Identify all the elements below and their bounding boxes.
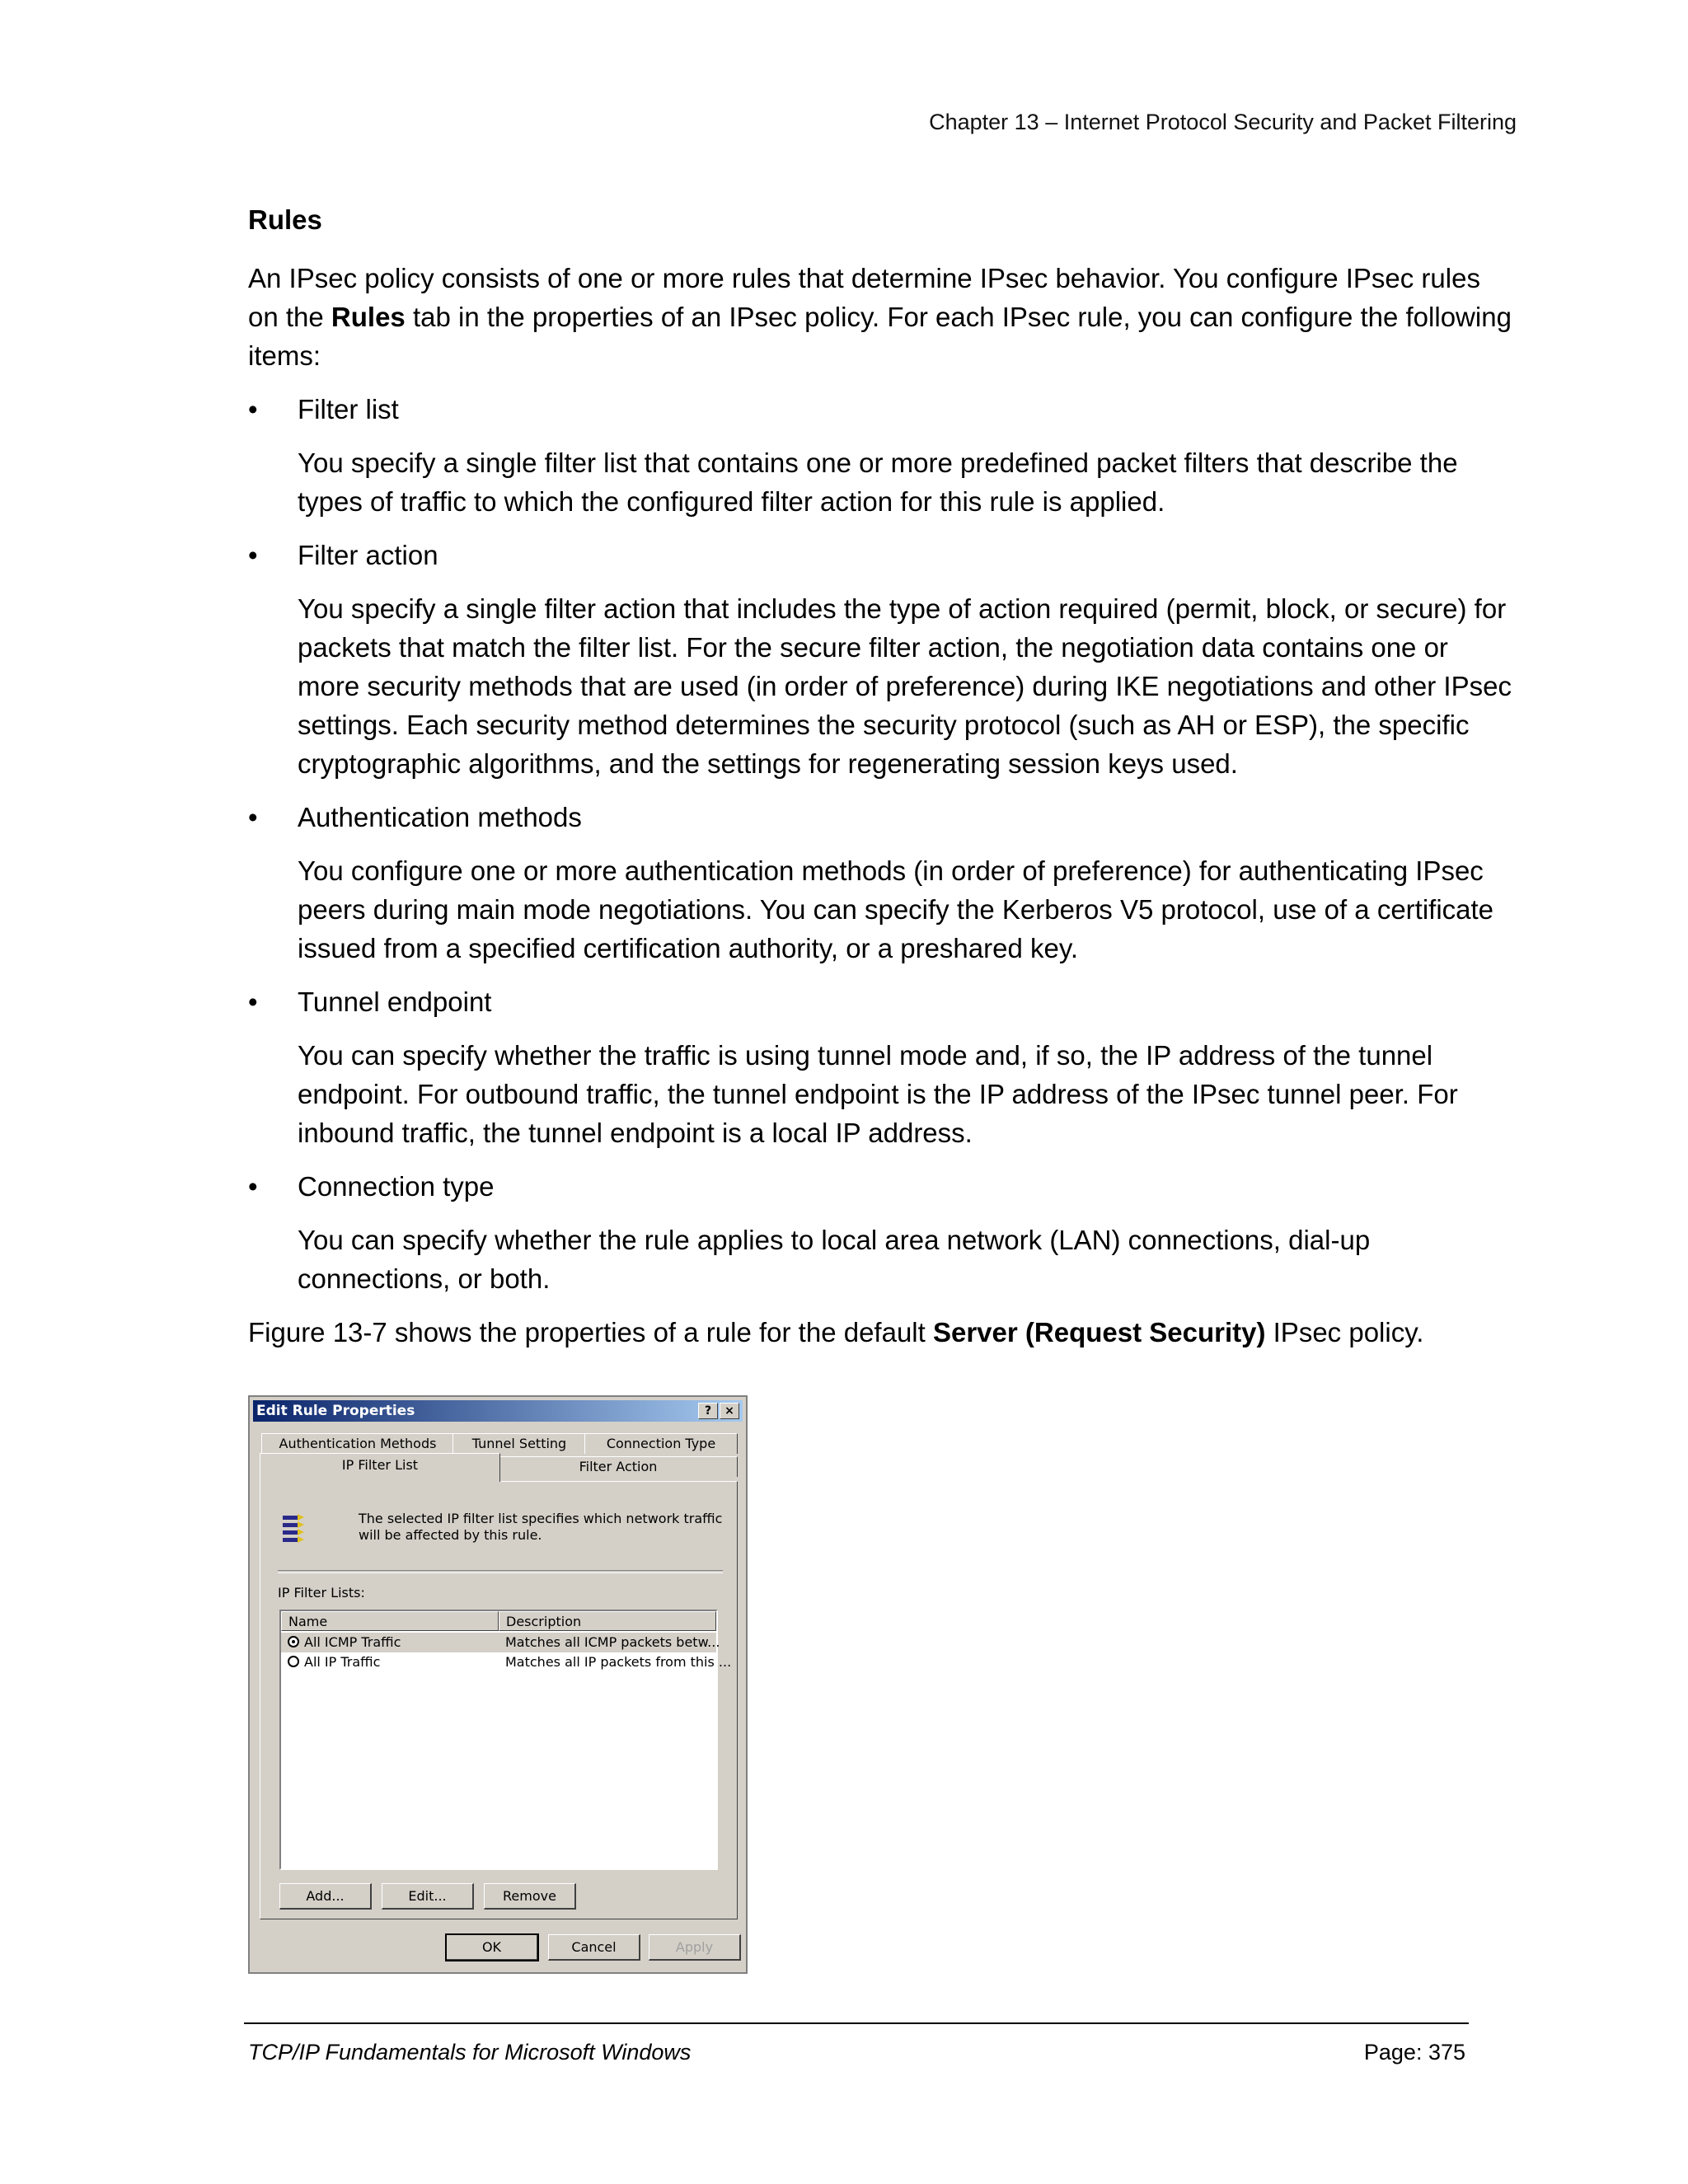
list-item	[248, 798, 1517, 968]
bullet-icon: •	[248, 987, 258, 1017]
item-title: Filter action	[298, 540, 438, 570]
bullet-title	[248, 536, 1517, 574]
item-title: Connection type	[298, 1171, 495, 1202]
figure-ref-text-end: IPsec policy.	[1265, 1317, 1424, 1347]
bullet-icon: •	[248, 540, 258, 570]
item-desc: You can specify whether the rule applies to local area network (LAN) connections, dial-up connections, or both.	[298, 1225, 1371, 1294]
bullet-title	[248, 390, 1517, 429]
item-title: Authentication methods	[298, 802, 582, 832]
ip-filter-listview[interactable]	[279, 1610, 732, 1870]
policy-name: Server (Request Security)	[932, 1317, 1266, 1347]
item-desc: You specify a single filter action that includes the type of action required (permit, block, or secure) for packets that match the filter list. For the secure filter action, the negotiation data contains one or more security methods that are used (in order of preference) during IKE negotiations and other IPsec settings. Each security method determines the security protocol (such as AH or ESP), the specific cryptographic algorithms, and the settings for regenerating session keys used.	[298, 593, 1512, 779]
item-desc: You configure one or more authentication methods (in order of preference) for authenticating IPsec peers during main mode negotiations. You can specify the Kerberos V5 protocol, use of a certificate issued from a specified certification authority, or a preshared key.	[298, 855, 1494, 963]
row-name: All ICMP Traffic	[304, 1634, 401, 1650]
remove-button[interactable]: Remove	[484, 1883, 576, 1910]
figure-reference	[248, 1313, 1517, 1352]
bullet-icon: •	[248, 802, 258, 832]
column-header-description[interactable]: Description	[499, 1611, 716, 1631]
table-row[interactable]	[281, 1652, 732, 1672]
cancel-button[interactable]: Cancel	[548, 1934, 640, 1961]
page-header: Chapter 13 – Internet Protocol Security and Packet Filtering	[929, 110, 1517, 134]
footer-book-title: TCP/IP Fundamentals for Microsoft Windows	[248, 2040, 692, 2064]
item-title: Tunnel endpoint	[298, 987, 492, 1017]
item-title: Filter list	[298, 394, 399, 424]
figure-ref-text: Figure 13-7 shows the properties of a rule for the default	[248, 1317, 933, 1347]
section-heading: Rules	[248, 204, 322, 235]
rule-items-list	[248, 390, 1517, 1298]
intro-paragraph	[248, 259, 1517, 375]
bullet-title	[248, 982, 1517, 1021]
filter-list-icon	[279, 1512, 306, 1545]
apply-button[interactable]: Apply	[649, 1934, 741, 1961]
tab-authentication-methods[interactable]: Authentication Methods	[261, 1433, 454, 1454]
bullet-title	[248, 1167, 1517, 1206]
tab-tunnel-setting[interactable]: Tunnel Setting	[452, 1433, 586, 1454]
radio-selected-icon[interactable]	[288, 1636, 299, 1647]
row-description: Matches all ICMP packets betw...	[505, 1634, 720, 1650]
list-item	[248, 982, 1517, 1152]
bullet-icon: •	[248, 394, 258, 424]
ok-button[interactable]: OK	[446, 1934, 538, 1961]
ip-filter-lists-label: IP Filter Lists:	[278, 1585, 365, 1601]
footer-page-number: Page: 375	[1363, 2040, 1465, 2064]
help-button[interactable]: ?	[698, 1403, 718, 1419]
list-item	[248, 1167, 1517, 1298]
bullet-title	[248, 798, 1517, 837]
close-button[interactable]: ×	[720, 1403, 739, 1419]
tab-ip-filter-list[interactable]: IP Filter List	[260, 1453, 500, 1482]
content	[248, 203, 1517, 1366]
footer-divider	[244, 2022, 1469, 2024]
add-button[interactable]: Add...	[279, 1883, 372, 1910]
edit-button[interactable]: Edit...	[382, 1883, 474, 1910]
info-text: The selected IP filter list specifies which network traffic will be affected by this rule.	[359, 1511, 723, 1543]
dialog-title: Edit Rule Properties	[256, 1403, 415, 1419]
rules-tab-name: Rules	[331, 302, 406, 332]
list-item	[248, 390, 1517, 521]
column-header-name[interactable]: Name	[281, 1611, 499, 1631]
row-name: All IP Traffic	[304, 1654, 381, 1670]
table-row[interactable]	[281, 1633, 720, 1652]
separator	[278, 1570, 723, 1573]
tab-filter-action[interactable]: Filter Action	[499, 1456, 738, 1477]
edit-rule-properties-dialog	[248, 1395, 748, 1974]
intro-text: An IPsec policy consists of one or more rules that determine IPsec behavior. You configure IPsec rules on the	[248, 263, 1480, 332]
item-desc: You specify a single filter list that contains one or more predefined packet filters that describe the types of traffic to which the configured filter action for this rule is applied.	[298, 448, 1458, 517]
tab-connection-type[interactable]: Connection Type	[584, 1433, 738, 1454]
row-description: Matches all IP packets from this ...	[505, 1654, 732, 1670]
list-item	[248, 536, 1517, 783]
dialog-titlebar	[253, 1400, 743, 1422]
item-desc: You can specify whether the traffic is using tunnel mode and, if so, the IP address of the tunnel endpoint. For outbound traffic, the tunnel endpoint is the IP address of the IPsec tunnel peer. For inbound traffic, the tunnel endpoint is a local IP address.	[298, 1040, 1458, 1148]
radio-unselected-icon[interactable]	[288, 1656, 299, 1667]
intro-text-end: tab in the properties of an IPsec policy. For each IPsec rule, you can configure the following items:	[248, 302, 1512, 371]
bullet-icon: •	[248, 1171, 258, 1202]
